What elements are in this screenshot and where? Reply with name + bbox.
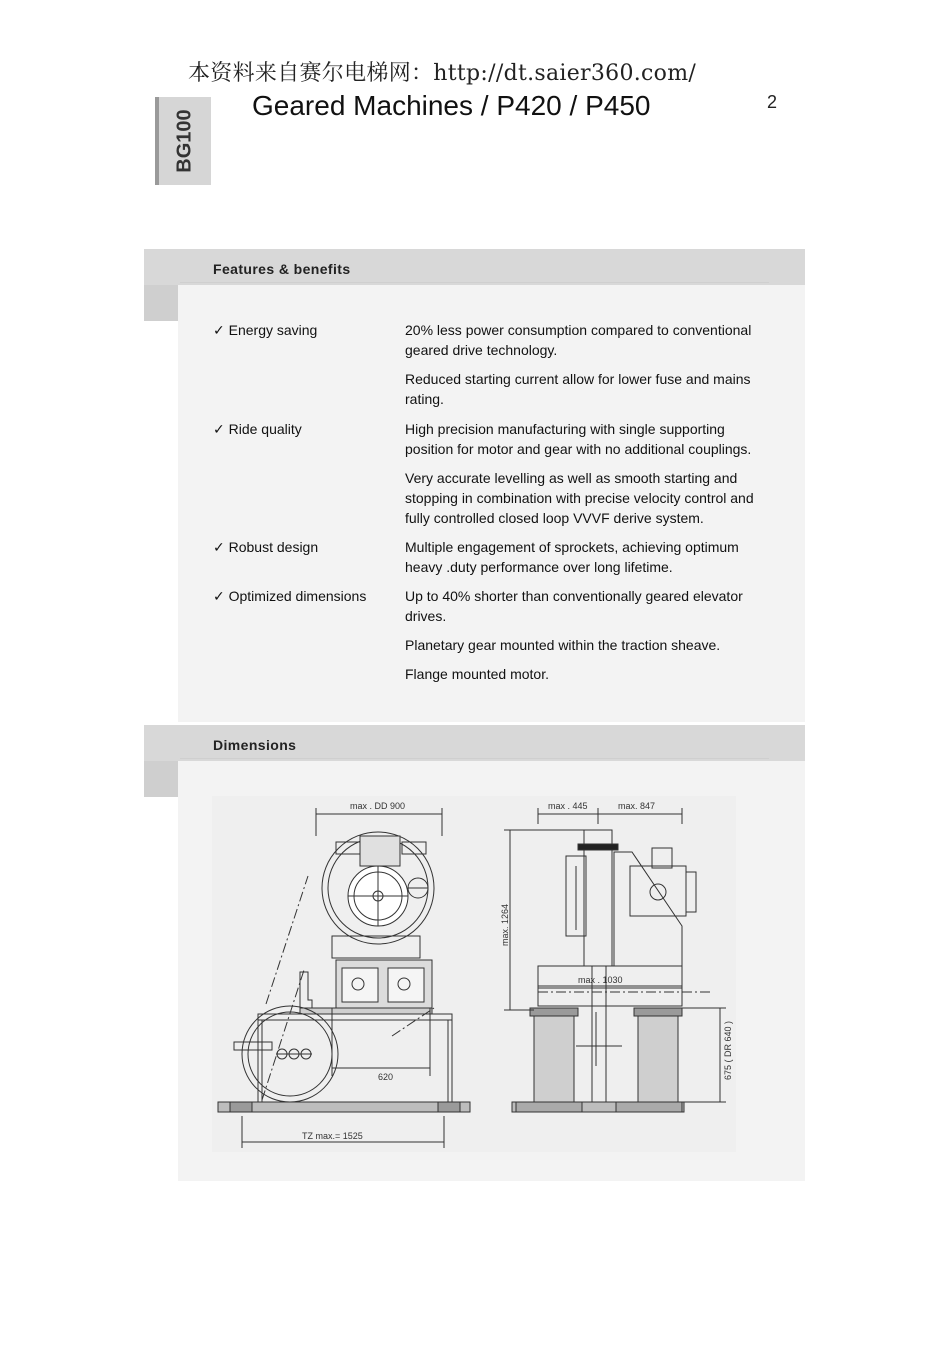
feature-name: ✓ Optimized dimensions [213,588,367,604]
dimensions-heading-bar [144,725,805,761]
feature-text: Planetary gear mounted within the traction sheave. [405,637,721,653]
feature-description [405,320,775,418]
feature-text: Up to 40% shorter than conventionally geared elevator drives. [405,588,743,624]
brake-housing [360,836,400,866]
dimensions-heading: Dimensions [213,737,297,753]
base-plate [218,1102,470,1112]
heading-rule [180,758,769,759]
features-heading: Features & benefits [213,261,351,277]
technical-drawing [212,796,736,1152]
features-side-marker [144,285,178,321]
dim-label-tz: TZ max.= 1525 [302,1131,363,1141]
dimensions-side-marker [144,761,178,797]
feature-text: High precision manufacturing with single supporting position for motor and gear with no additional couplings. [405,421,752,457]
feature-name: ✓ Robust design [213,539,319,555]
section-tab-label: BG100 [173,109,196,173]
feature-text: Reduced starting current allow for lower fuse and mains rating. [405,371,751,407]
feature-text: Multiple engagement of sprockets, achieving optimum heavy .duty performance over long lifetime. [405,539,739,575]
section-tab [155,97,211,185]
motor-housing-side [614,852,682,966]
feature-text: 20% less power consumption compared to conventional geared drive technology. [405,322,752,358]
heading-rule [180,282,769,283]
page-number: 2 [767,92,778,112]
feature-name: ✓ Energy saving [213,322,318,338]
dim-label-1030: max . 1030 [578,975,623,985]
feature-description [405,586,775,693]
support-left [534,1016,574,1102]
feature-name: ✓ Ride quality [213,421,302,437]
support-right [638,1016,678,1102]
dim-label-675: 675 ( DR 640 ) [723,1020,733,1080]
page-title: Geared Machines / P420 / P450 [252,90,651,121]
source-watermark-line: 本资料来自赛尔电梯网：http://dt.saier360.com/ [188,61,697,86]
dim-label-847: max. 847 [618,801,656,811]
dim-label-620: 620 [378,1072,394,1082]
dim-label-dd: max . DD 900 [350,801,406,811]
features-heading-bar [144,249,805,285]
feature-description [405,419,775,537]
feature-text: Flange mounted motor. [405,666,549,682]
dim-label-1264: max. 1264 [500,903,510,946]
feature-description [405,537,775,586]
machine-frame [258,1014,452,1102]
drawing-svg [212,796,736,1152]
feature-text: Very accurate levelling as well as smooth starting and stopping in combination with precise velocity control and fully controlled closed loop VVVF derive system. [405,470,754,526]
dim-label-445: max . 445 [548,801,588,811]
